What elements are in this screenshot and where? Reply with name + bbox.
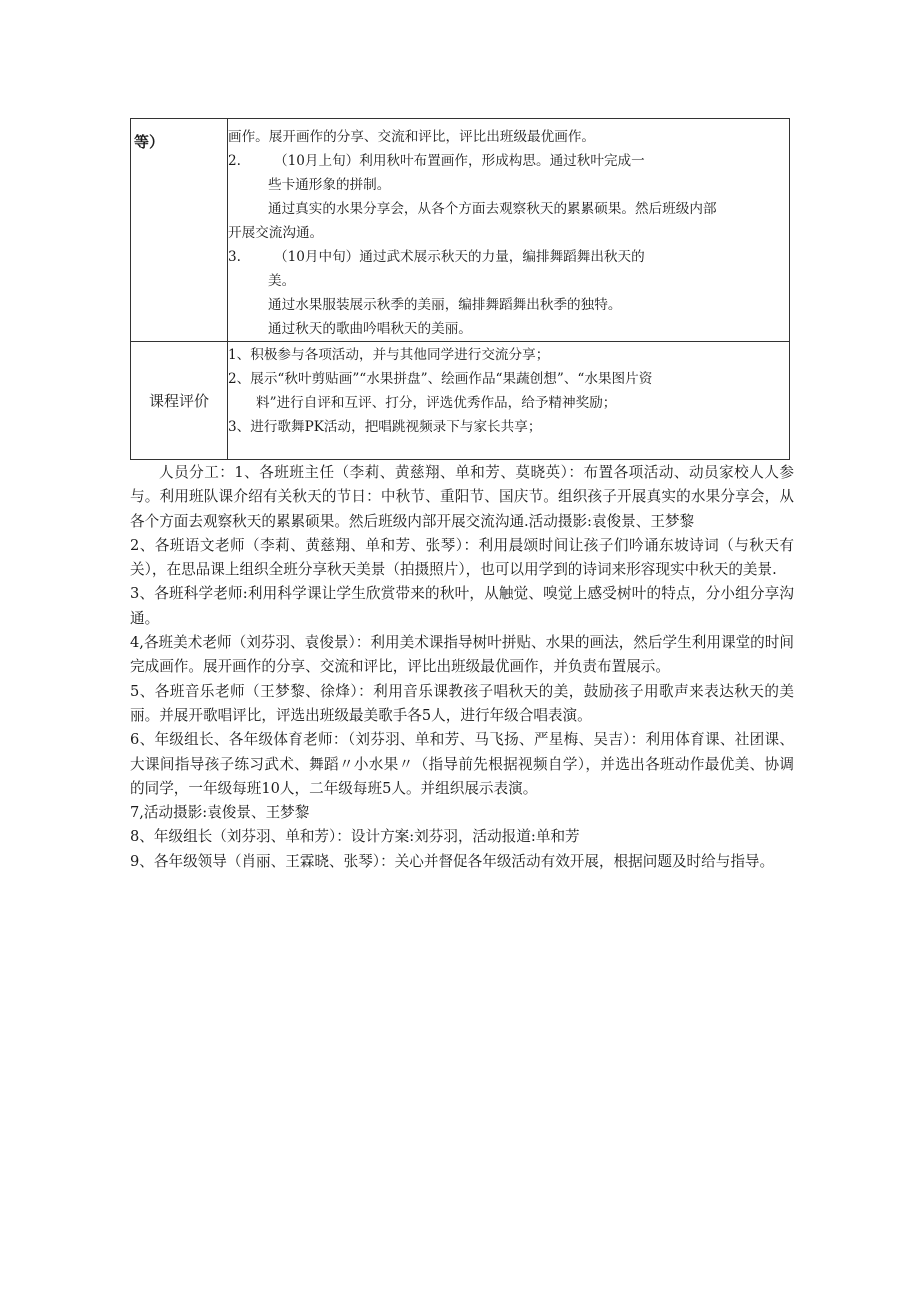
row-content-cell [228, 119, 790, 342]
content-line: 通过秋天的歌曲吟唱秋天的美丽。 [268, 321, 472, 337]
paragraph: 3、各班科学老师:利用科学课让学生欣赏带来的秋叶，从触觉、嗅觉上感受树叶的特点，分小组分享沟通。 [130, 585, 794, 627]
paragraph: 7,活动摄影:袁俊景、王梦黎 [130, 804, 310, 822]
table-row [131, 119, 790, 342]
content-line: 3、进行歌舞PK活动，把唱跳视频录下与家长共享； [228, 419, 542, 435]
paragraph: 4,各班美术老师（刘芬羽、袁俊景）：利用美术课指导树叶拼贴、水果的画法，然后学生利用课堂的时间完成画作。展开画作的分享、交流和评比，评比出班级最优画作，并负责布置展示。 [130, 634, 794, 676]
content-line: 开展交流沟通。 [228, 225, 324, 241]
content-line: 料”进行自评和互评、打分，评选优秀作品，给予精神奖励； [256, 395, 617, 411]
content-line: 画作。展开画作的分享、交流和评比，评比出班级最优画作。 [228, 129, 596, 145]
row-header-cell [131, 342, 228, 460]
table-row [131, 342, 790, 460]
content-line: 通过水果服装展示秋季的美丽，编排舞蹈舞出秋季的独特。 [268, 297, 622, 313]
row-content-cell [228, 342, 790, 460]
content-text: （10月上旬）利用秋叶布置画作，形成构思。通过秋叶完成一 [274, 153, 645, 169]
content-line: 2、展示“秋叶剪贴画”“水果拼盘”、绘画作品“果蔬创想”、“水果图片资 [228, 371, 653, 387]
row-header: 等） [134, 133, 165, 151]
content-line [228, 149, 789, 173]
content-line: 1、积极参与各项活动，并与其他同学进行交流分享； [228, 347, 550, 363]
item-number: 2. [228, 153, 241, 169]
content-line [228, 245, 789, 269]
paragraph: 9、各年级领导（肖丽、王霖晓、张琴）：关心并督促各年级活动有效开展，根据问题及时给与指导。 [130, 852, 775, 870]
paragraph: 8、年级组长（刘芬羽、单和芳）：设计方案:刘芬羽，活动报道:单和芳 [130, 828, 580, 846]
staff-assignment-text [130, 461, 794, 874]
paragraph: 5、各班音乐老师（王梦黎、徐烽）：利用音乐课教孩子唱秋天的美，鼓励孩子用歌声来表达秋天的美丽。并展开歌唱评比，评选出班级最美歌手各5人，进行年级合唱表演。 [130, 682, 794, 724]
paragraph: 6、年级组长、各年级体育老师：（刘芬羽、单和芳、马飞扬、严星梅、吴吉）：利用体育课、社团课、大课间指导孩子练习武术、舞蹈〃小水果〃（指导前先根据视频自学），并选出各班动作最优美、协调的同学，一年级每班10人，二年级每班5人。并组织展示表演。 [130, 731, 794, 797]
item-number: 3. [228, 249, 241, 265]
content-line: 通过真实的水果分享会，从各个方面去观察秋天的累累硕果。然后班级内部 [268, 201, 717, 217]
paragraph: 2、各班语文老师（李莉、黄慈翔、单和芳、张琴）：利用晨颂时间让孩子们吟诵东坡诗词（与秋天有关），在思品课上组织全班分享秋天美景（拍摄照片），也可以用学到的诗词来形容现实中秋天的美景. [130, 536, 794, 579]
row-header-cell [131, 119, 228, 342]
row-header: 课程评价 [148, 392, 209, 410]
paragraph: 人员分工：1、各班班主任（李莉、黄慈翔、单和芳、莫晓英）：布置各项活动、动员家校人人参与。利用班队课介绍有关秋天的节日：中秋节、重阳节、国庆节。组织孩子开展真实的水果分享会，从各个方面去观察秋天的累累硕果。然后班级内部开展交流沟通.活动摄影:袁俊景、王梦黎 [130, 464, 794, 530]
plan-table [130, 118, 790, 460]
content-text: （10月中旬）通过武术展示秋天的力量，编排舞蹈舞出秋天的 [274, 249, 645, 265]
content-line: 美。 [268, 273, 296, 289]
content-line: 些卡通形象的拼制。 [268, 177, 391, 193]
